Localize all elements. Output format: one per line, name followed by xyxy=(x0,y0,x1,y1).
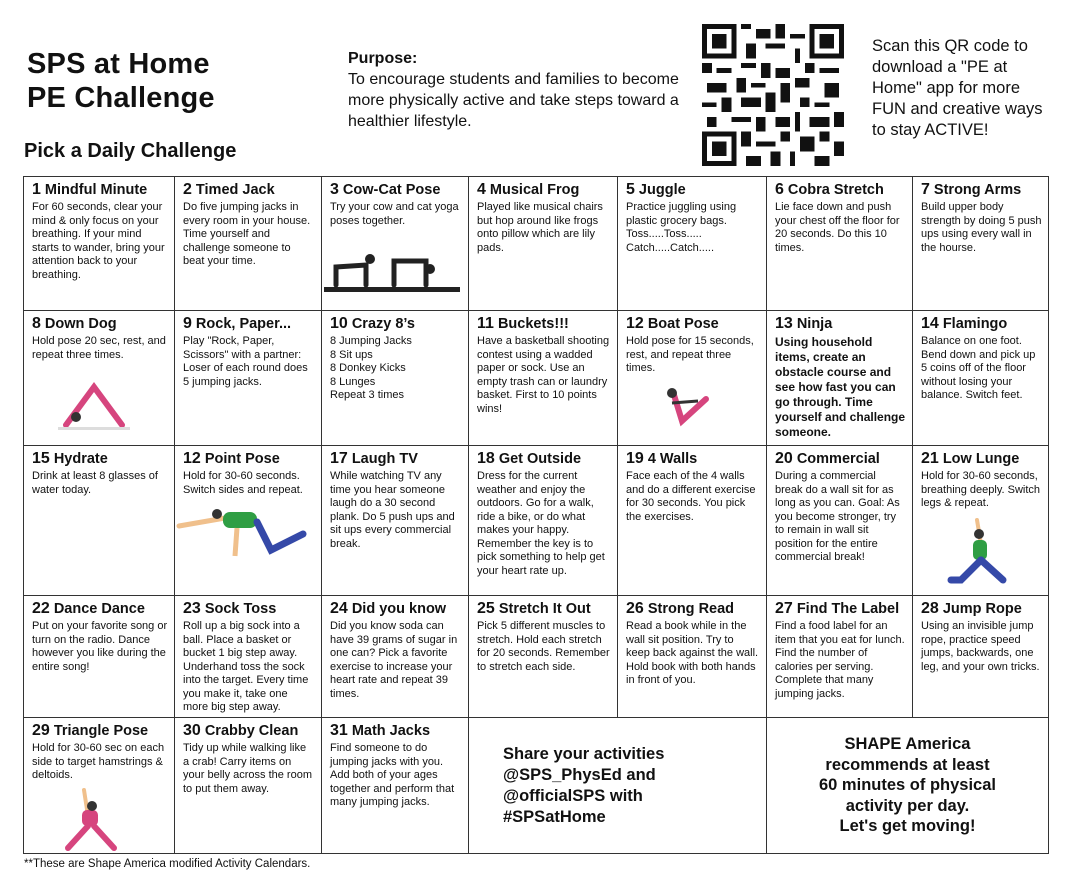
challenge-description: Read a book while in the wall sit position. Try to keep back against the wall. Hold book with both hands in front of you. xyxy=(626,620,759,686)
day-number: 17 xyxy=(330,450,348,467)
challenge-title xyxy=(477,315,611,333)
challenge-description: Hold pose for 15 seconds, rest, and repeat three times. xyxy=(626,335,754,374)
challenge-title xyxy=(32,600,168,618)
challenge-day-19-4-walls xyxy=(618,446,767,596)
challenge-name: Strong Arms xyxy=(929,182,1022,198)
challenge-description: Build upper body strength by doing 5 push ups using every wall in the hourse. xyxy=(921,201,1042,254)
challenge-name: Did you know xyxy=(347,601,447,617)
day-number: 11 xyxy=(477,315,494,332)
day-number: 18 xyxy=(477,450,495,467)
challenge-title xyxy=(183,600,315,618)
challenge-day-5-juggle xyxy=(618,177,767,311)
challenge-day-6-cobra-stretch xyxy=(767,177,913,311)
share-line: #SPSatHome xyxy=(503,807,606,826)
shape-america-text xyxy=(819,734,996,837)
challenge-day-24-did-you-know xyxy=(322,596,469,718)
challenge-day-25-stretch-it-out xyxy=(469,596,618,718)
challenge-day-30-crabby-clean xyxy=(175,718,322,854)
shape-line: SHAPE America xyxy=(844,735,971,754)
purpose-label: Purpose: xyxy=(348,50,418,67)
challenge-description: Played like musical chairs but hop around like frogs onto pillow which are lily pads. xyxy=(477,201,603,254)
challenge-name: Buckets!!! xyxy=(493,316,569,332)
challenge-name: Dance Dance xyxy=(49,601,145,617)
challenge-title xyxy=(775,315,906,333)
challenge-title xyxy=(32,722,168,740)
challenge-name: Hydrate xyxy=(49,451,108,467)
day-number: 28 xyxy=(921,600,939,617)
point-pose-figure xyxy=(175,506,315,576)
challenge-day-1-mindful-minute xyxy=(24,177,175,311)
share-line: @officialSPS with xyxy=(503,786,643,805)
day-number: 12 xyxy=(626,315,644,332)
challenge-description: Face each of the 4 walls and do a different exercise for 30 seconds. You pick the exercises. xyxy=(626,470,756,523)
challenge-day-11-buckets xyxy=(469,311,618,446)
day-number: 27 xyxy=(775,600,793,617)
challenge-name: Math Jacks xyxy=(347,723,431,739)
challenge-day-7-strong-arms xyxy=(913,177,1049,311)
challenge-description: Lie face down and push your chest off the floor for 20 seconds. Do this 10 times. xyxy=(775,201,900,254)
challenge-day-14-flamingo xyxy=(913,311,1049,446)
day-number: 1 xyxy=(32,181,41,198)
challenge-title xyxy=(921,181,1042,199)
challenge-name: Down Dog xyxy=(40,316,117,332)
day-number: 2 xyxy=(183,181,192,198)
challenge-name: Crazy 8’s xyxy=(347,316,415,332)
challenge-day-29-triangle-pose xyxy=(24,718,175,854)
challenge-description: Hold pose 20 sec, rest, and repeat three times. xyxy=(32,335,166,361)
day-number: 23 xyxy=(183,600,201,617)
challenge-name: Mindful Minute xyxy=(40,182,148,198)
challenge-name: Strong Read xyxy=(643,601,735,617)
challenge-title xyxy=(626,181,760,199)
day-number: 22 xyxy=(32,600,50,617)
day-number: 21 xyxy=(921,450,939,467)
share-line: Share your activities xyxy=(503,744,665,763)
challenge-description: Pick 5 different muscles to stretch. Hold each stretch for 20 seconds. Remember to stretch each side. xyxy=(477,620,610,673)
challenge-name: Cobra Stretch xyxy=(783,182,884,198)
challenge-title xyxy=(626,600,760,618)
challenge-name: Stretch It Out xyxy=(494,601,591,617)
day-number: 4 xyxy=(477,181,486,198)
challenge-day-27-find-the-label xyxy=(767,596,913,718)
challenge-title xyxy=(183,450,315,468)
challenge-title xyxy=(32,181,168,199)
challenge-title xyxy=(330,722,462,740)
day-number: 30 xyxy=(183,722,201,739)
purpose-block xyxy=(348,48,683,132)
challenge-title xyxy=(477,450,611,468)
challenge-description: Practice juggling using plastic grocery bags. Toss.....Toss..... Catch.....Catch..... xyxy=(626,201,737,254)
challenge-name: Jump Rope xyxy=(938,601,1022,617)
day-number: 5 xyxy=(626,181,635,198)
day-number: 24 xyxy=(330,600,348,617)
page-title xyxy=(27,47,215,115)
challenge-day-22-dance-dance xyxy=(24,596,175,718)
down-dog-figure xyxy=(54,373,134,433)
challenge-description: Tidy up while walking like a crab! Carry items on your belly across the room to put them away. xyxy=(183,742,312,795)
challenge-title xyxy=(921,450,1042,468)
challenge-description: 8 Jumping Jacks 8 Sit ups 8 Donkey Kicks 8 Lunges Repeat 3 times xyxy=(330,335,412,401)
challenge-title xyxy=(626,450,760,468)
challenge-name: Get Outside xyxy=(494,451,582,467)
page-subtitle: Pick a Daily Challenge xyxy=(24,140,237,162)
challenge-description: Play "Rock, Paper, Scissors" with a partner: Loser of each round does 5 jumping jacks. xyxy=(183,335,308,388)
challenge-name: Musical Frog xyxy=(485,182,580,198)
challenge-day-12-point-pose xyxy=(175,446,322,596)
challenge-name: Juggle xyxy=(634,182,686,198)
challenge-day-10-crazy-8-s xyxy=(322,311,469,446)
day-number: 7 xyxy=(921,181,930,198)
day-number: 20 xyxy=(775,450,793,467)
day-number: 6 xyxy=(775,181,784,198)
challenge-name: 4 Walls xyxy=(643,451,698,467)
day-number: 29 xyxy=(32,722,50,739)
challenge-description: Put on your favorite song or turn on the radio. Dance however you like during the entire song! xyxy=(32,620,168,673)
day-number: 8 xyxy=(32,315,41,332)
challenge-day-18-get-outside xyxy=(469,446,618,596)
challenge-title xyxy=(183,722,315,740)
challenge-day-9-rock-paper xyxy=(175,311,322,446)
challenge-day-12-boat-pose xyxy=(618,311,767,446)
shape-line: activity per day. xyxy=(845,796,970,815)
challenge-name: Laugh TV xyxy=(347,451,418,467)
day-number: 9 xyxy=(183,315,192,332)
challenge-title xyxy=(330,315,462,333)
challenge-day-26-strong-read xyxy=(618,596,767,718)
day-number: 26 xyxy=(626,600,644,617)
challenge-title xyxy=(32,450,168,468)
challenge-title xyxy=(626,315,760,333)
footnote: **These are Shape America modified Activity Calendars. xyxy=(24,858,311,870)
challenge-day-28-jump-rope xyxy=(913,596,1049,718)
boat-pose-figure xyxy=(658,385,714,431)
challenge-day-21-low-lunge xyxy=(913,446,1049,596)
day-number: 25 xyxy=(477,600,495,617)
challenge-title xyxy=(775,600,906,618)
challenge-name: Point Pose xyxy=(200,451,280,467)
day-number: 15 xyxy=(32,450,50,467)
challenge-description: Dress for the current weather and enjoy the outdoors. Go for a walk, ride a bike, or do what makes your happy. Remember the key is to pick something to help get your heart rate up. xyxy=(477,470,605,577)
share-activities-text xyxy=(503,744,664,828)
challenge-description: Find a food label for an item that you eat for lunch. Find the number of calories per serving. Complete that many jumping jacks. xyxy=(775,620,905,700)
challenge-description: Balance on one foot. Bend down and pick up 5 coins off of the floor without losing your balance. Switch feet. xyxy=(921,335,1036,401)
challenge-title xyxy=(330,181,462,199)
low-lunge-figure xyxy=(947,514,1017,590)
challenge-description: Hold for 30-60 sec on each side to target hamstrings & deltoids. xyxy=(32,742,165,781)
challenge-title xyxy=(477,600,611,618)
challenge-name: Rock, Paper... xyxy=(191,316,292,332)
challenge-title xyxy=(775,181,906,199)
challenge-day-3-cow-cat-pose xyxy=(322,177,469,311)
challenge-name: Low Lunge xyxy=(938,451,1020,467)
challenge-description: Using household items, create an obstacle course and see how fast you can go through. Time yourself and challenge someone. xyxy=(775,335,906,439)
day-number: 31 xyxy=(330,722,348,739)
challenge-day-17-laugh-tv xyxy=(322,446,469,596)
challenge-description: For 60 seconds, clear your mind & only focus on your breathing. If your mind starts to wander, bring your attention back to your breathing. xyxy=(32,201,165,281)
challenge-day-15-hydrate xyxy=(24,446,175,596)
day-number: 19 xyxy=(626,450,644,467)
shape-line: 60 minutes of physical xyxy=(819,776,996,795)
challenge-description: During a commercial break do a wall sit for as long as you can. Goal: As you become stronger, try to remain in wall sit position for the entire commercial break! xyxy=(775,470,900,563)
challenge-description: Did you know soda can have 39 grams of sugar in one can? Pick a favorite exercise to increase your heart rate and repeat 39 times. xyxy=(330,620,458,700)
challenge-description: Do five jumping jacks in every room in your house. Time yourself and challenge someone to beat your time. xyxy=(183,201,311,267)
challenge-name: Sock Toss xyxy=(200,601,277,617)
challenge-name: Triangle Pose xyxy=(49,723,149,739)
day-number: 14 xyxy=(921,315,939,332)
challenge-title xyxy=(330,450,462,468)
challenge-title xyxy=(183,315,315,333)
challenge-name: Timed Jack xyxy=(191,182,275,198)
challenge-title xyxy=(183,181,315,199)
purpose-text: To encourage students and families to become more physically active and take steps toward a healthier lifestyle. xyxy=(348,71,679,130)
challenge-day-4-musical-frog xyxy=(469,177,618,311)
challenge-title xyxy=(477,181,611,199)
challenge-name: Ninja xyxy=(792,316,833,332)
challenge-day-31-math-jacks xyxy=(322,718,469,854)
shape-line: Let's get moving! xyxy=(839,817,976,836)
share-activities-box xyxy=(469,718,767,854)
qr-code-icon[interactable] xyxy=(700,24,846,166)
challenge-description: Hold for 30-60 seconds. Switch sides and repeat. xyxy=(183,470,303,496)
challenge-name: Cow-Cat Pose xyxy=(338,182,441,198)
challenge-description: Using an invisible jump rope, practice speed jumps, backwards, one leg, and your own tricks. xyxy=(921,620,1040,673)
challenge-name: Crabby Clean xyxy=(200,723,299,739)
challenge-name: Commercial xyxy=(792,451,880,467)
title-line-2: PE Challenge xyxy=(27,82,215,114)
challenge-name: Boat Pose xyxy=(643,316,719,332)
challenge-day-23-sock-toss xyxy=(175,596,322,718)
challenge-description: Hold for 30-60 seconds, breathing deeply. Switch legs & repeat. xyxy=(921,470,1041,509)
challenge-title xyxy=(921,315,1042,333)
challenge-day-13-ninja xyxy=(767,311,913,446)
day-number: 3 xyxy=(330,181,339,198)
challenge-name: Find The Label xyxy=(792,601,900,617)
challenge-title xyxy=(921,600,1042,618)
challenge-description: Try your cow and cat yoga poses together. xyxy=(330,201,459,227)
challenge-name: Flamingo xyxy=(938,316,1008,332)
challenge-title xyxy=(32,315,168,333)
qr-instructions: Scan this QR code to download a "PE at Home" app for more FUN and creative ways to stay ACTIVE! xyxy=(872,37,1043,139)
triangle-pose-figure xyxy=(54,786,124,852)
day-number: 12 xyxy=(183,450,201,467)
challenge-calendar xyxy=(23,176,1049,854)
share-line: @SPS_PhysEd and xyxy=(503,765,656,784)
challenge-title xyxy=(775,450,906,468)
cow-cat-pose-figure xyxy=(322,241,462,296)
day-number: 13 xyxy=(775,315,793,332)
challenge-day-8-down-dog xyxy=(24,311,175,446)
challenge-description: Roll up a big sock into a ball. Place a basket or bucket 1 big step away. Underhand toss the sock into the target. Every time you make it, take one more big step away. xyxy=(183,620,309,713)
challenge-description: Find someone to do jumping jacks with you. Add both of your ages together and perform that many jumping jacks. xyxy=(330,742,455,808)
challenge-title xyxy=(330,600,462,618)
shape-america-box xyxy=(767,718,1049,854)
title-line-1: SPS at Home xyxy=(27,48,210,80)
challenge-description: While watching TV any time you hear someone laugh do a 30 second plank. Do 5 push ups and sit ups every commercial break. xyxy=(330,470,455,550)
challenge-day-20-commercial xyxy=(767,446,913,596)
shape-line: recommends at least xyxy=(825,755,990,774)
challenge-description: Drink at least 8 glasses of water today. xyxy=(32,470,158,496)
day-number: 10 xyxy=(330,315,348,332)
challenge-description: Have a basketball shooting contest using a wadded paper or sock. Use an empty trash can or laundry basket. First to 10 points wins! xyxy=(477,335,610,415)
challenge-day-2-timed-jack xyxy=(175,177,322,311)
